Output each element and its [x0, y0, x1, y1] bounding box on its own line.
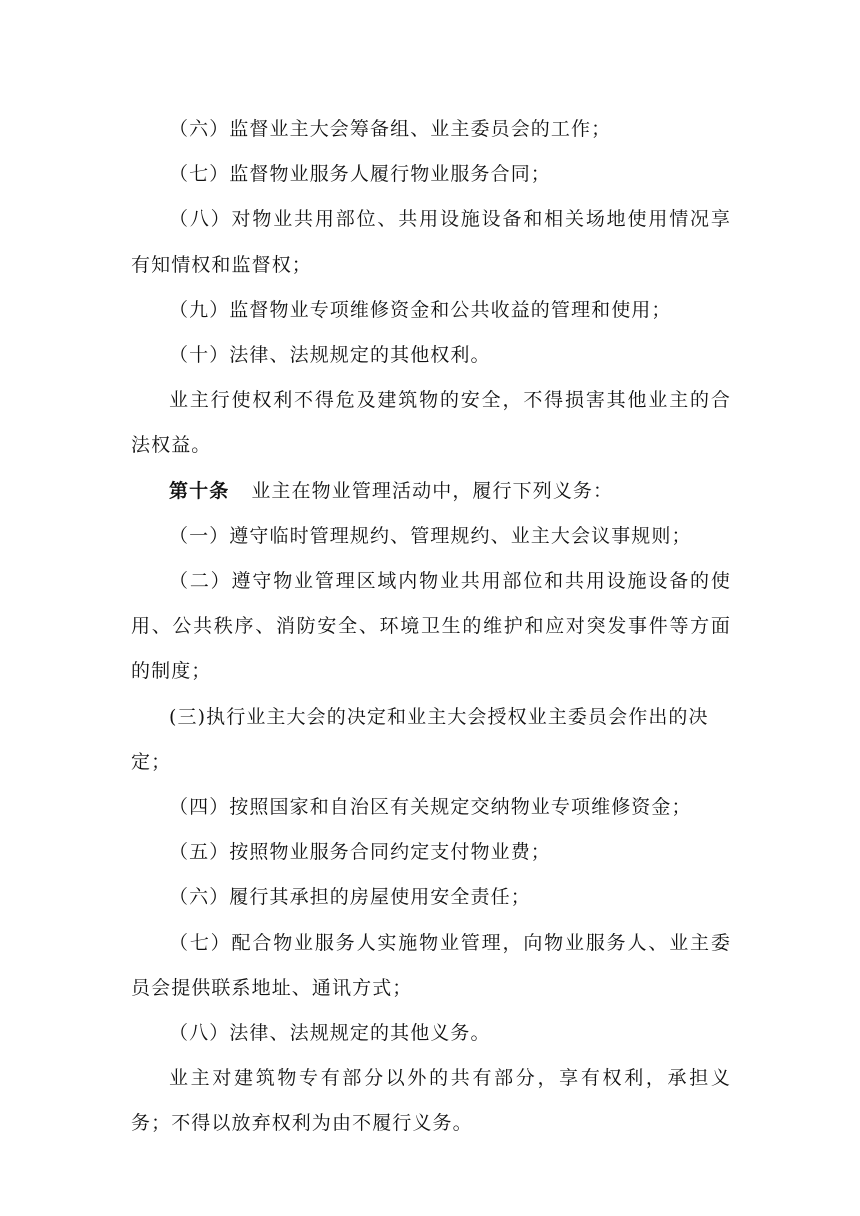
document-body — [131, 107, 731, 1147]
duty-item-3: (三)执行业主大会的决定和业主大会授权业主委员会作出的决定； — [131, 705, 709, 773]
article-10-paragraph — [131, 469, 731, 514]
closing-paragraph: 业主对建筑物专有部分以外的共有部分，享有权利，承担义务；不得以放弃权利为由不履行义务。 — [131, 1067, 731, 1135]
duty-item-4: （四）按照国家和自治区有关规定交纳物业专项维修资金； — [169, 796, 692, 819]
duty-item-1: （一）遵守临时管理规约、管理规约、业主大会议事规则； — [169, 524, 692, 547]
rights-item-8: （八）对物业共用部位、共用设施设备和相关场地使用情况享有知情权和监督权； — [131, 208, 731, 276]
article-intro: 业主在物业管理活动中，履行下列义务： — [251, 479, 614, 502]
duty-item-5: （五）按照物业服务合同约定支付物业费； — [169, 841, 551, 864]
duty-item-6: （六）履行其承担的房屋使用安全责任； — [169, 886, 531, 909]
rights-item-10: （十）法律、法规规定的其他权利。 — [169, 344, 491, 367]
duty-item-8: （八）法律、法规规定的其他义务。 — [169, 1022, 491, 1045]
duty-item-2: （二）遵守物业管理区域内物业共用部位和共用设施设备的使用、公共秩序、消防安全、环境卫生的维护和应对突发事件等方面的制度； — [131, 570, 731, 683]
rights-item-9: （九）监督物业专项维修资金和公共收益的管理和使用； — [169, 298, 672, 321]
article-heading: 第十条 — [169, 479, 230, 502]
rights-limitation-paragraph: 业主行使权利不得危及建筑物的安全，不得损害其他业主的合法权益。 — [131, 389, 731, 457]
rights-item-7: （七）监督物业服务人履行物业服务合同； — [169, 163, 551, 186]
rights-item-6: （六）监督业主大会筹备组、业主委员会的工作； — [169, 118, 612, 140]
duty-item-7: （七）配合物业服务人实施物业管理，向物业服务人、业主委员会提供联系地址、通讯方式； — [131, 931, 731, 999]
